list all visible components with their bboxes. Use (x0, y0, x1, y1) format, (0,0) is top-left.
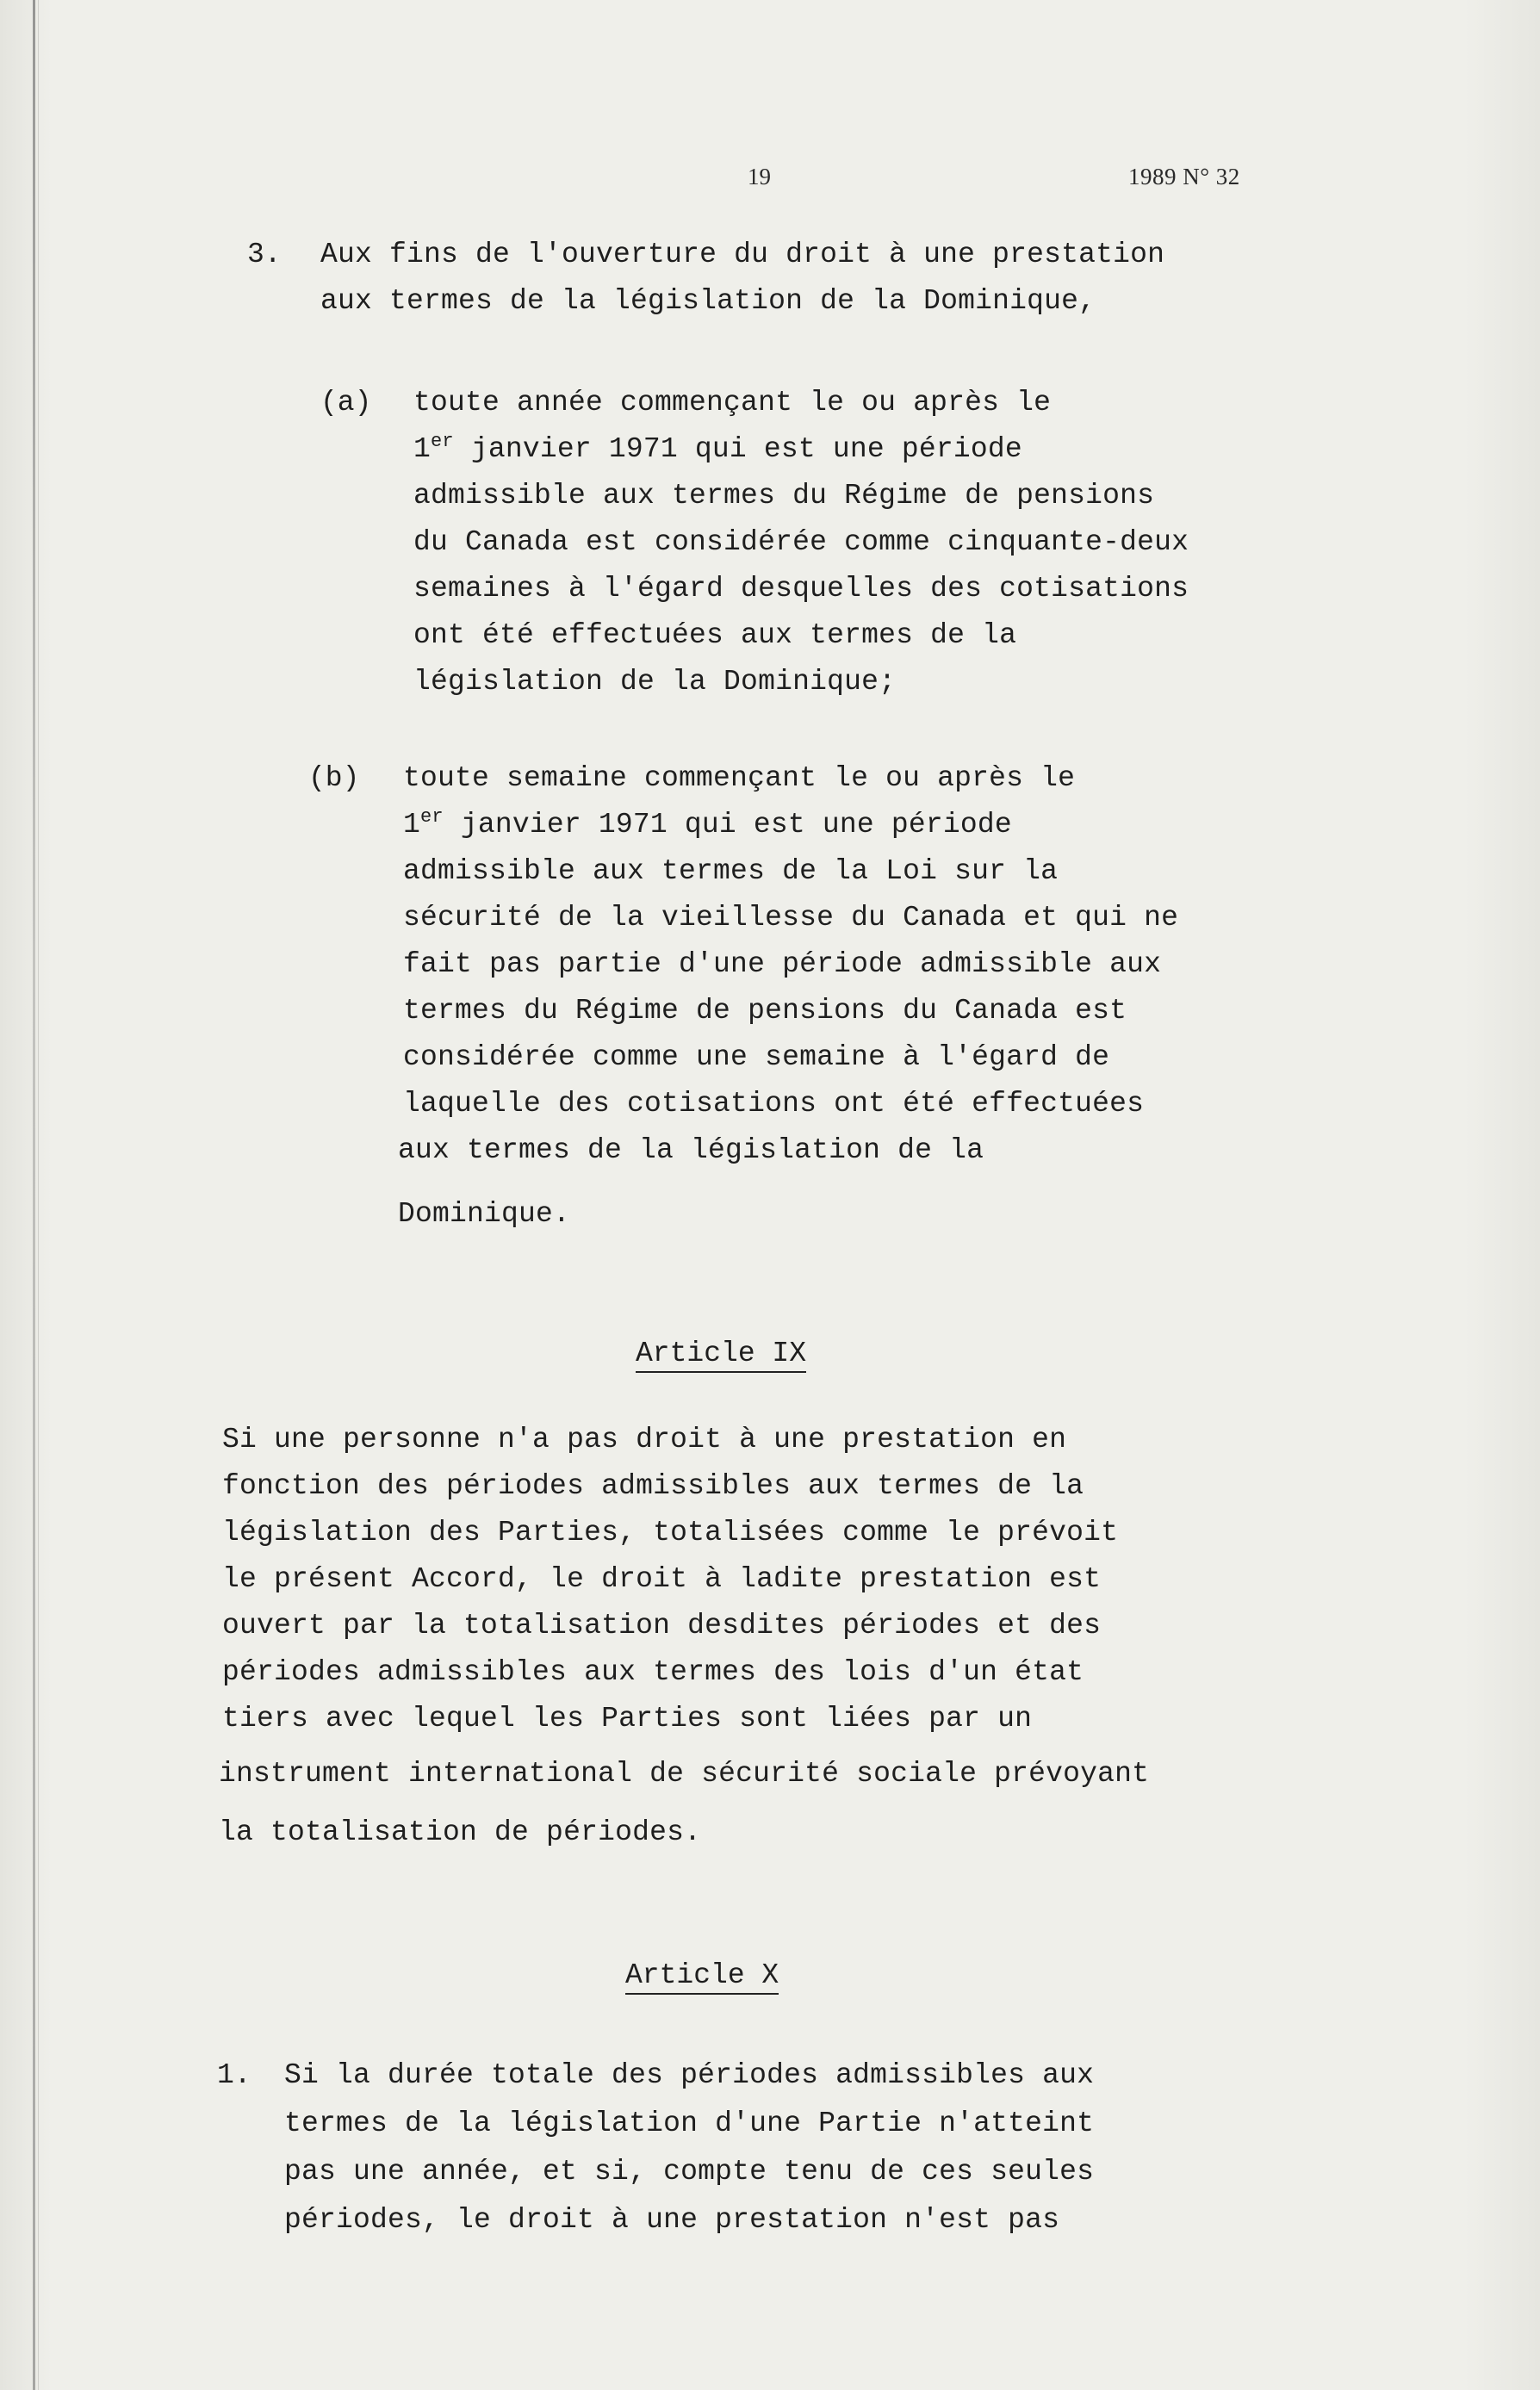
issue-number: 1989 N° 32 (1128, 164, 1240, 189)
article-10-line: périodes, le droit à une prestation n'est pas (284, 2204, 1060, 2236)
page-header (0, 164, 1540, 198)
item-b-line: fait pas partie d'une période admissible aux (403, 948, 1162, 980)
section-3-line: aux termes de la législation de la Dominique, (320, 285, 1096, 317)
section-3-line: Aux fins de l'ouverture du droit à une prestation (320, 239, 1165, 270)
article-9-line: ouvert par la totalisation desdites périodes et des (222, 1610, 1102, 1642)
article-10-line: Si la durée totale des périodes admissibles aux (284, 2059, 1095, 2091)
article-9-line: Si une personne n'a pas droit à une prestation en (222, 1424, 1067, 1456)
item-b-line: Dominique. (398, 1198, 571, 1230)
item-a-line: admissible aux termes du Régime de pensions (413, 480, 1155, 512)
page-number: 19 (748, 164, 771, 189)
article-9-line: fonction des périodes admissibles aux termes de la (222, 1470, 1084, 1502)
item-b-line: aux termes de la législation de la (398, 1134, 984, 1166)
article-9-line: périodes admissibles aux termes des lois d'un état (222, 1656, 1084, 1688)
item-a-line: législation de la Dominique; (413, 666, 897, 698)
item-b-line: termes du Régime de pensions du Canada est (403, 995, 1127, 1027)
item-b-line: considérée comme une semaine à l'égard de (403, 1041, 1110, 1073)
article-9-line: le présent Accord, le droit à ladite prestation est (222, 1563, 1102, 1595)
item-b-line: laquelle des cotisations ont été effectuées (403, 1088, 1145, 1120)
page-binding-edge-inner (38, 0, 39, 2390)
item-b-line: admissible aux termes de la Loi sur la (403, 855, 1059, 887)
article-9-line: tiers avec lequel les Parties sont liées par un (222, 1703, 1033, 1735)
item-a-line: semaines à l'égard desquelles des cotisations (413, 573, 1189, 605)
item-a-line: du Canada est considérée comme cinquante-deux (413, 526, 1189, 558)
article-9-line: la totalisation de périodes. (219, 1816, 702, 1848)
article-9-line: instrument international de sécurité sociale prévoyant (219, 1758, 1150, 1790)
item-b-label: (b) (308, 762, 360, 794)
article-9-heading: Article IX (636, 1337, 806, 1373)
page-binding-edge (33, 0, 35, 2390)
article-9-line: législation des Parties, totalisées comme le prévoit (222, 1517, 1119, 1549)
section-3-number: 3. (247, 239, 282, 270)
item-a-line-date: 1er janvier 1971 qui est une période (413, 431, 1022, 465)
item-b-line: sécurité de la vieillesse du Canada et qui ne (403, 902, 1179, 934)
article-10-line: pas une année, et si, compte tenu de ces seules (284, 2156, 1095, 2188)
item-a-line: toute année commençant le ou après le (413, 387, 1052, 419)
item-a-label: (a) (320, 387, 372, 419)
item-a-line: ont été effectuées aux termes de la (413, 619, 1017, 651)
item-b-line-date: 1er janvier 1971 qui est une période (403, 806, 1012, 841)
item-b-line: toute semaine commençant le ou après le (403, 762, 1076, 794)
article-10-heading: Article X (625, 1959, 779, 1995)
article-10-para-1-number: 1. (217, 2059, 251, 2091)
article-10-line: termes de la législation d'une Partie n'atteint (284, 2108, 1095, 2139)
